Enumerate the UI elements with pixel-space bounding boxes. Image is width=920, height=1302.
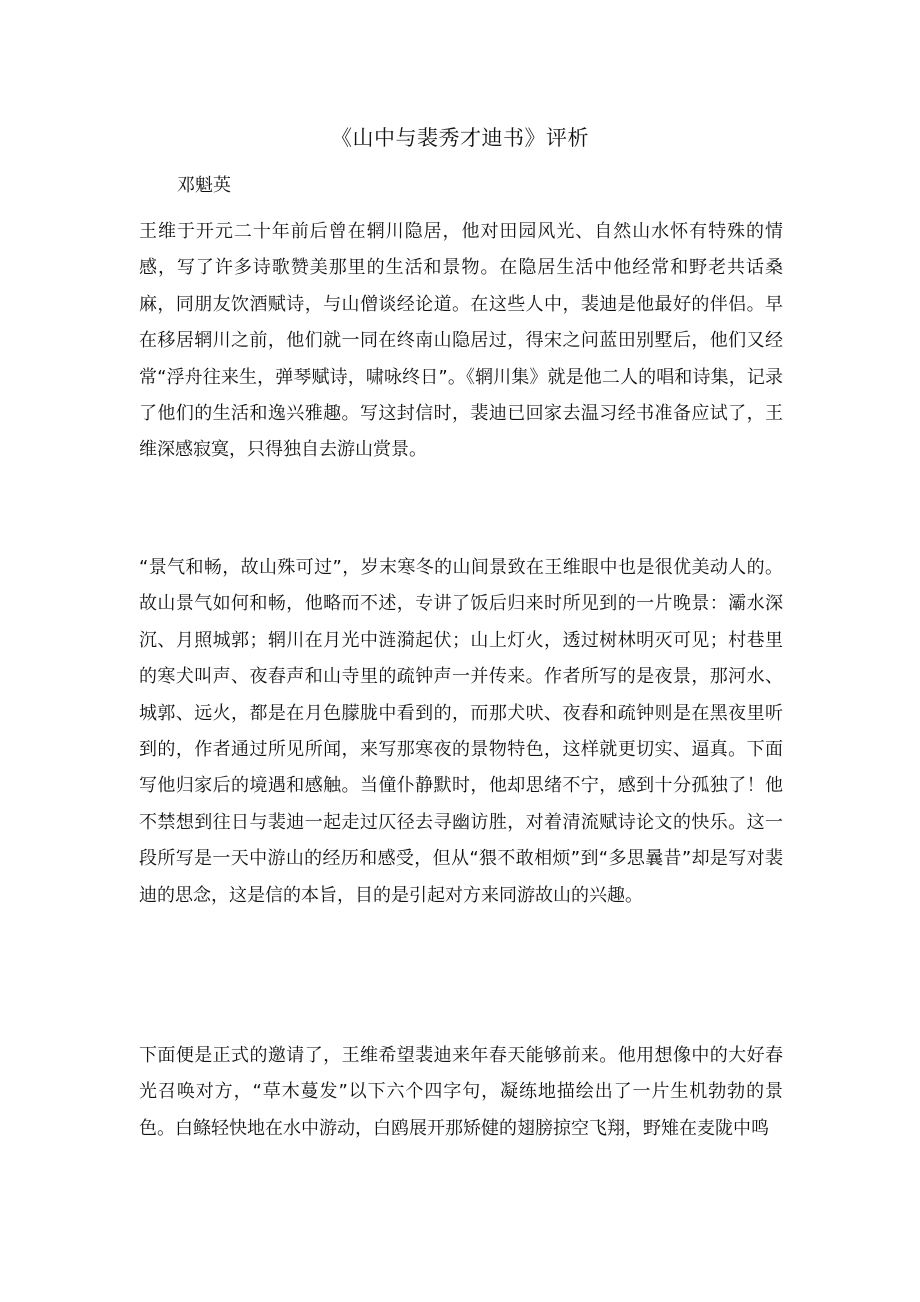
document-title: 《山中与裴秀才迪书》评析 <box>331 126 589 150</box>
author-name: 邓魁英 <box>177 175 231 196</box>
paragraph-3: 下面便是正式的邀请了，王维希望裴迪来年春天能够前来。他用想像中的大好春光召唤对方，“草木蔓发”以下六个四字句，凝练地描绘出了一片生机勃勃的景色。白鲦轻快地在水中游动，白鸥展开那矫健的翅膀掠空飞翔，野雉在麦陇中鸣 <box>139 1045 783 1139</box>
paragraph-1: 王维于开元二十年前后曾在辋川隐居，他对田园风光、自然山水怀有特殊的情感，写了许多诗歌赞美那里的生活和景物。在隐居生活中他经常和野老共话桑麻，同朋友饮酒赋诗，与山僧谈经论道。在这些人中，裴迪是他最好的伴侣。早在移居辋川之前，他们就一同在终南山隐居过，得宋之问蓝田别墅后，他们又经常“浮舟往来生，弹琴赋诗，啸咏终日”。《辋川集》就是他二人的唱和诗集，记录了他们的生活和逸兴雅趣。写这封信时，裴迪已回家去温习经书准备应试了，王维深感寂寞，只得独自去游山赏景。 <box>139 221 783 461</box>
paragraph-2: “景气和畅，故山殊可过”，岁末寒冬的山间景致在王维眼中也是很优美动人的。故山景气如何和畅，他略而不述，专讲了饭后归来时所见到的一片晚景：灞水深沉、月照城郭；辋川在月光中涟漪起伏；山上灯火，透过树林明灭可见；村巷里的寒犬叫声、夜舂声和山寺里的疏钟声一并传来。作者所写的是夜景，那河水、城郭、远火，都是在月色朦胧中看到的，而那犬吠、夜舂和疏钟则是在黑夜里听到的，作者通过所见所闻，来写那寒夜的景物特色，这样就更切实、逼真。下面写他归家后的境遇和感触。当僮仆静默时，他却思绪不宁，感到十分孤独了！他不禁想到往日与裴迪一起走过仄径去寻幽访胜，对着清流赋诗论文的快乐。这一段所写是一天中游山的经历和感受，但从“猥不敢相烦”到“多思曩昔”却是写对裴迪的思念，这是信的本旨，目的是引起对方来同游故山的兴趣。 <box>139 557 783 906</box>
